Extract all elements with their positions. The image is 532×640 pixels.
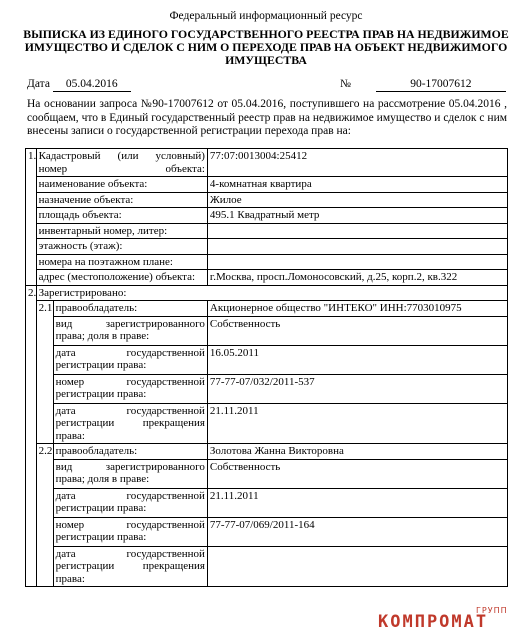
field-label: адрес (местоположение) объекта: <box>36 270 207 286</box>
watermark-logo <box>378 606 528 636</box>
right-row <box>26 345 508 374</box>
field-value: 21.11.2011 <box>207 488 507 517</box>
field-label: инвентарный номер, литер: <box>36 223 207 239</box>
field-label: этажность (этаж): <box>36 239 207 255</box>
number-label: № <box>340 78 351 90</box>
field-label: Кадастровый (или условный) номер объекта: <box>36 149 207 177</box>
date-value: 05.04.2016 <box>53 77 131 92</box>
holder-label: правообладатель: <box>53 444 207 460</box>
holder-number: 2.2 <box>36 444 53 587</box>
field-value: 16.05.2011 <box>207 345 507 374</box>
object-row <box>26 239 508 255</box>
field-value: 77-77-07/069/2011-164 <box>207 517 507 546</box>
object-row <box>26 192 508 208</box>
field-label: дата государственной регистрации права: <box>53 345 207 374</box>
holder-row <box>26 444 508 460</box>
right-row <box>26 546 508 587</box>
field-value: 4-комнатная квартира <box>207 177 507 193</box>
right-row <box>26 374 508 403</box>
field-value: г.Москва, просп.Ломоносовский, д.25, корп.2, кв.322 <box>207 270 507 286</box>
field-value: 495.1 Квадратный метр <box>207 208 507 224</box>
number-value: 90-17007612 <box>376 77 506 92</box>
field-label: дата государственной регистрации прекращения права: <box>53 403 207 444</box>
number-line <box>340 77 506 92</box>
holder-label: правообладатель: <box>53 301 207 317</box>
holder-value: Акционерное общество "ИНТЕКО" ИНН:7703010975 <box>207 301 507 317</box>
field-value: 77-77-07/032/2011-537 <box>207 374 507 403</box>
section-number: 1. <box>26 149 37 286</box>
field-value: Жилое <box>207 192 507 208</box>
field-label: номер государственной регистрации права: <box>53 374 207 403</box>
object-row <box>26 223 508 239</box>
field-value <box>207 254 507 270</box>
right-row <box>26 403 508 444</box>
watermark-suffix: ГРУПП <box>476 606 508 615</box>
field-label: дата государственной регистрации прекращения права: <box>53 546 207 587</box>
holder-number: 2.1 <box>36 301 53 444</box>
holder-row <box>26 301 508 317</box>
field-value: 21.11.2011 <box>207 403 507 444</box>
date-label: Дата <box>27 78 50 90</box>
right-row <box>26 488 508 517</box>
date-line <box>27 77 131 92</box>
document-header: Федеральный информационный ресурс <box>169 10 363 22</box>
field-label: вид зарегистрированного права; доля в праве: <box>53 316 207 345</box>
object-row <box>26 149 508 177</box>
field-value: 77:07:0013004:25412 <box>207 149 507 177</box>
field-label: площадь объекта: <box>36 208 207 224</box>
field-label: номера на поэтажном плане: <box>36 254 207 270</box>
holder-value: Золотова Жанна Викторовна <box>207 444 507 460</box>
watermark-brand: КОМПРОМАТ <box>378 612 489 632</box>
field-label: номер государственной регистрации права: <box>53 517 207 546</box>
section-2-title: Зарегистрировано: <box>36 285 507 301</box>
right-row <box>26 316 508 345</box>
field-value: Собственность <box>207 459 507 488</box>
object-row <box>26 208 508 224</box>
field-label: дата государственной регистрации права: <box>53 488 207 517</box>
field-value: Собственность <box>207 316 507 345</box>
registry-table <box>25 148 508 587</box>
object-row <box>26 270 508 286</box>
intro-text: На основании запроса №90-17007612 от 05.04.2016, поступившего на рассмотрение 05.04.2016 , сообщаем, что в Единый государственный реестр прав на недвижимое имущество и сделок с ним внесены записи о государственной регистрации перехода прав на: <box>27 98 507 137</box>
field-label: назначение объекта: <box>36 192 207 208</box>
field-label: наименование объекта: <box>36 177 207 193</box>
object-row <box>26 254 508 270</box>
section-number: 2. <box>26 285 37 587</box>
field-value <box>207 546 507 587</box>
section-2-header-row <box>26 285 508 301</box>
right-row <box>26 517 508 546</box>
field-value <box>207 223 507 239</box>
intro-paragraph <box>27 98 507 139</box>
field-value <box>207 239 507 255</box>
object-row <box>26 177 508 193</box>
document-title: ВЫПИСКА ИЗ ЕДИНОГО ГОСУДАРСТВЕННОГО РЕЕСТРА ПРАВ НА НЕДВИЖИМОЕ ИМУЩЕСТВО И СДЕЛОК С НИМ О ПЕРЕХОДЕ ПРАВ НА ОБЪЕКТ НЕДВИЖИМОГО ИМУЩЕСТВА <box>23 27 509 67</box>
right-row <box>26 459 508 488</box>
field-label: вид зарегистрированного права; доля в праве: <box>53 459 207 488</box>
